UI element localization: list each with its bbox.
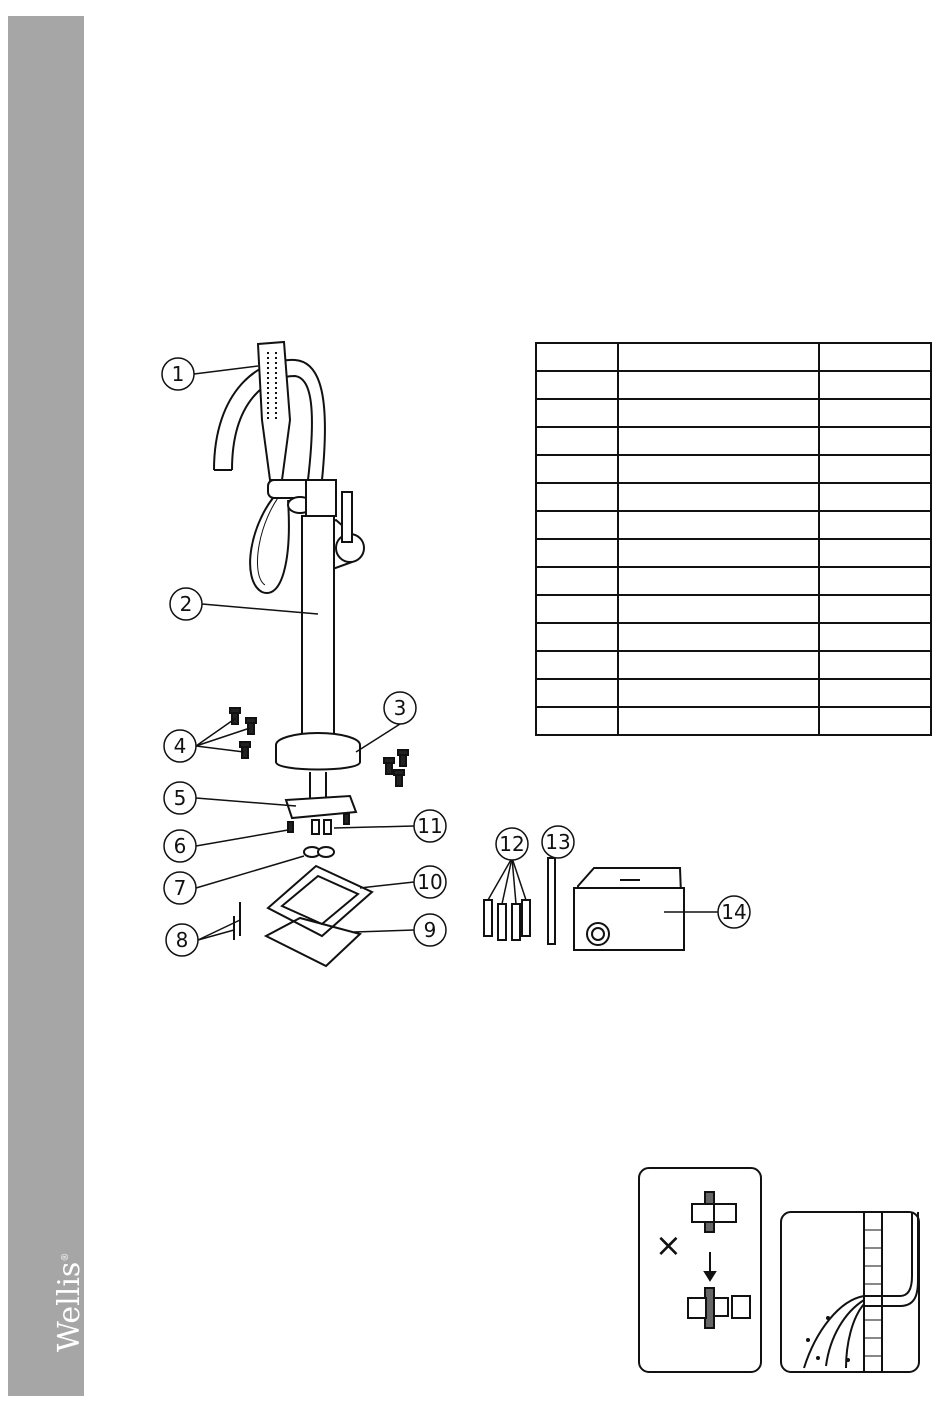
callout-7 (164, 872, 196, 904)
callout-4 (164, 730, 196, 762)
mixer-body (306, 480, 336, 516)
callout-12 (496, 828, 528, 860)
part-callouts (162, 358, 750, 956)
callout-8 (166, 924, 198, 956)
cross-mark-icon: × (655, 1226, 682, 1264)
installation-box (574, 868, 684, 950)
callout-label: 14 (721, 900, 747, 924)
hand-shower (258, 342, 290, 480)
callout-10 (414, 866, 446, 898)
callout-9 (414, 914, 446, 946)
extension-rod (548, 858, 555, 944)
callout-14 (718, 896, 750, 928)
callout-5 (164, 782, 196, 814)
callout-label: 3 (393, 696, 407, 720)
callout-label: 8 (175, 928, 189, 952)
warning-panel-bolt (639, 1168, 761, 1372)
callout-6 (164, 830, 196, 862)
warning-panel-wall-leak (781, 1212, 919, 1372)
callout-1 (162, 358, 194, 390)
brand-logo: Wellis® (52, 1252, 87, 1352)
callout-3 (384, 692, 416, 724)
callout-label: 13 (545, 830, 571, 854)
mixer-lever (342, 492, 352, 542)
callout-label: 7 (173, 876, 187, 900)
shower-hose (250, 490, 289, 593)
callout-label: 9 (423, 918, 437, 942)
callout-label: 1 (171, 362, 185, 386)
callout-label: 10 (417, 870, 443, 894)
callout-label: 12 (499, 832, 525, 856)
callout-2 (170, 588, 202, 620)
wall-anchors (484, 900, 530, 940)
callout-label: 6 (173, 834, 187, 858)
callout-13 (542, 826, 574, 858)
faucet-column (302, 516, 334, 738)
callout-label: 2 (179, 592, 193, 616)
callout-label: 4 (173, 734, 187, 758)
callout-label: 11 (417, 814, 443, 838)
callout-11 (414, 810, 446, 842)
callout-label: 5 (173, 786, 187, 810)
